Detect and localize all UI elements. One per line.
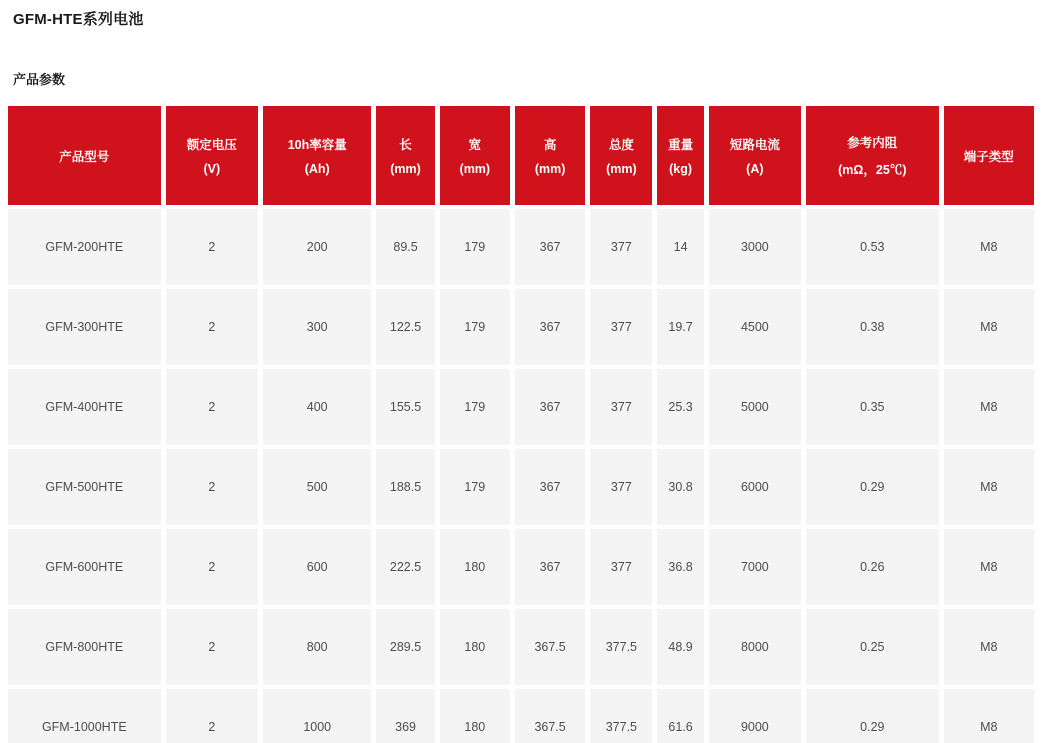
page-title: GFM-HTE系列电池: [13, 11, 144, 28]
table-cell: 188.5: [376, 449, 434, 525]
table-cell: 289.5: [376, 609, 434, 685]
table-cell: 0.26: [806, 529, 939, 605]
column-header: [806, 106, 939, 205]
table-cell: 400: [263, 369, 371, 445]
column-unit: (mm): [459, 162, 491, 176]
table-cell: 600: [263, 529, 371, 605]
column-header: [709, 106, 801, 205]
table-cell: 1000: [263, 689, 371, 743]
table-cell: 0.53: [806, 209, 939, 285]
column-label: 长: [399, 138, 412, 152]
table-row: [8, 689, 1034, 743]
column-header: [590, 106, 652, 205]
table-row: [8, 529, 1034, 605]
table-cell: 369: [376, 689, 434, 743]
column-unit: (mm): [534, 162, 566, 176]
table-cell: 14: [657, 209, 703, 285]
table-cell: 19.7: [657, 289, 703, 365]
column-label: 10h率容量: [287, 138, 347, 152]
table-cell: 179: [440, 209, 510, 285]
section-heading: 产品参数: [13, 72, 66, 87]
table-cell: 9000: [709, 689, 801, 743]
table-cell: 4500: [709, 289, 801, 365]
product-model-cell: GFM-200HTE: [8, 209, 161, 285]
table-cell: 2: [166, 369, 258, 445]
table-cell: 6000: [709, 449, 801, 525]
table-cell: 222.5: [376, 529, 434, 605]
table-cell: M8: [944, 449, 1034, 525]
table-cell: 89.5: [376, 209, 434, 285]
table-row: [8, 449, 1034, 525]
table-cell: M8: [944, 609, 1034, 685]
column-label: 总度: [608, 138, 634, 152]
table-cell: 7000: [709, 529, 801, 605]
table-cell: 0.35: [806, 369, 939, 445]
column-header: [376, 106, 434, 205]
column-header: [8, 106, 161, 205]
table-cell: 377.5: [590, 689, 652, 743]
table-cell: 367: [515, 289, 585, 365]
table-cell: 61.6: [657, 689, 703, 743]
table-cell: 30.8: [657, 449, 703, 525]
table-cell: 0.29: [806, 689, 939, 743]
table-cell: 0.38: [806, 289, 939, 365]
table-cell: 179: [440, 449, 510, 525]
table-cell: 367: [515, 529, 585, 605]
table-cell: 36.8: [657, 529, 703, 605]
header-row: [8, 106, 1034, 205]
column-unit: (mΩ，25℃): [838, 163, 907, 177]
product-model-cell: GFM-1000HTE: [8, 689, 161, 743]
table-cell: 2: [166, 449, 258, 525]
table-cell: M8: [944, 289, 1034, 365]
table-cell: 5000: [709, 369, 801, 445]
column-label: 宽: [468, 138, 482, 152]
product-model-cell: GFM-500HTE: [8, 449, 161, 525]
table-cell: 2: [166, 609, 258, 685]
table-cell: 500: [263, 449, 371, 525]
column-label: 参考内阻: [847, 136, 898, 150]
column-unit: (kg): [669, 162, 693, 176]
table-cell: 3000: [709, 209, 801, 285]
column-header: [263, 106, 371, 205]
table-cell: M8: [944, 529, 1034, 605]
table-cell: 2: [166, 209, 258, 285]
table-cell: 2: [166, 529, 258, 605]
table-cell: 367: [515, 209, 585, 285]
product-model-cell: GFM-600HTE: [8, 529, 161, 605]
table-cell: 377: [590, 529, 652, 605]
table-cell: 377: [590, 289, 652, 365]
product-spec-page: [0, 8, 1042, 743]
table-cell: 25.3: [657, 369, 703, 445]
spec-table-head: [8, 106, 1034, 205]
table-cell: 8000: [709, 609, 801, 685]
table-row: [8, 209, 1034, 285]
spec-table: [3, 102, 1039, 743]
column-header: [944, 106, 1034, 205]
table-row: [8, 369, 1034, 445]
table-cell: 180: [440, 529, 510, 605]
table-cell: 200: [263, 209, 371, 285]
table-cell: 179: [440, 289, 510, 365]
table-cell: 122.5: [376, 289, 434, 365]
table-cell: M8: [944, 369, 1034, 445]
table-cell: 300: [263, 289, 371, 365]
column-unit: (A): [746, 162, 764, 176]
table-cell: 2: [166, 289, 258, 365]
table-cell: 155.5: [376, 369, 434, 445]
column-label: 端子类型: [963, 149, 1014, 164]
table-cell: M8: [944, 209, 1034, 285]
table-cell: 179: [440, 369, 510, 445]
column-label: 额定电压: [186, 138, 237, 152]
table-cell: 2: [166, 689, 258, 743]
table-cell: 180: [440, 689, 510, 743]
product-model-cell: GFM-300HTE: [8, 289, 161, 365]
table-cell: 800: [263, 609, 371, 685]
column-unit: (V): [203, 162, 221, 176]
table-cell: M8: [944, 689, 1034, 743]
column-label: 短路电流: [729, 138, 780, 152]
column-unit: (mm): [390, 162, 421, 176]
column-label: 高: [543, 138, 557, 152]
column-label: 重量: [668, 138, 694, 152]
column-label: 产品型号: [59, 149, 110, 164]
table-cell: 377: [590, 369, 652, 445]
table-cell: 0.25: [806, 609, 939, 685]
table-cell: 377.5: [590, 609, 652, 685]
column-header: [515, 106, 585, 205]
spec-table-body: [8, 209, 1034, 743]
column-header: [440, 106, 510, 205]
table-cell: 367: [515, 449, 585, 525]
table-cell: 367.5: [515, 689, 585, 743]
table-cell: 377: [590, 449, 652, 525]
table-cell: 0.29: [806, 449, 939, 525]
table-cell: 48.9: [657, 609, 703, 685]
table-row: [8, 289, 1034, 365]
column-header: [166, 106, 258, 205]
column-header: [657, 106, 703, 205]
product-model-cell: GFM-800HTE: [8, 609, 161, 685]
table-cell: 377: [590, 209, 652, 285]
product-model-cell: GFM-400HTE: [8, 369, 161, 445]
table-row: [8, 609, 1034, 685]
column-unit: (mm): [606, 162, 637, 176]
table-cell: 367: [515, 369, 585, 445]
column-unit: (Ah): [304, 162, 330, 176]
table-cell: 367.5: [515, 609, 585, 685]
table-cell: 180: [440, 609, 510, 685]
